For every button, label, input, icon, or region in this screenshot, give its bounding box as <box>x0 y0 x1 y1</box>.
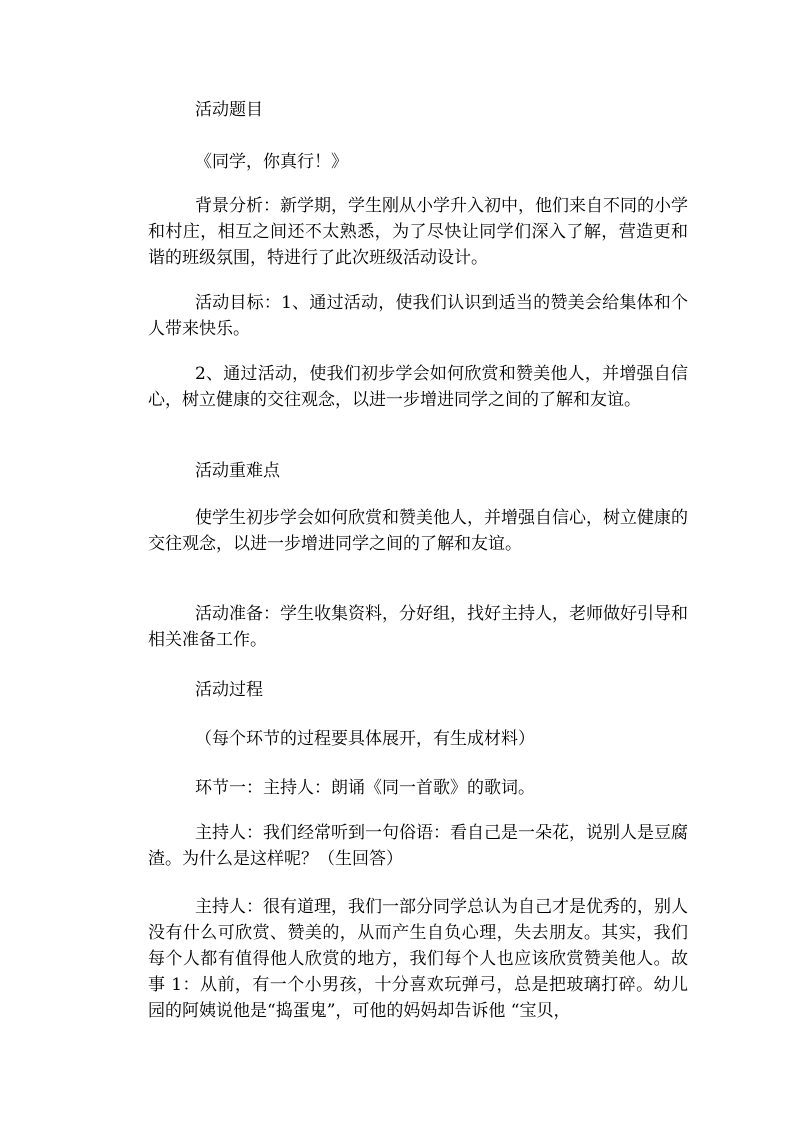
activity-title-heading: 活动题目 <box>195 100 263 120</box>
activity-preparation-paragraph: 活动准备：学生收集资料，分好组，找好主持人，老师做好引导和相关准备工作。 <box>148 604 688 650</box>
key-difficulty-paragraph: 使学生初步学会如何欣赏和赞美他人，并增强自信心，树立健康的交往观念，以进一步增进同学之间的了解和友谊。 <box>148 508 688 554</box>
background-analysis-paragraph: 背景分析：新学期，学生刚从小学升入初中，他们来自不同的小学和村庄，相互之间还不太熟悉，为了尽快让同学们深入了解，营造更和谐的班级氛围，特进行了此次班级活动设计。 <box>148 196 688 268</box>
activity-process-heading: 活动过程 <box>195 680 263 700</box>
activity-title-text: 《同学，你真行！》 <box>195 152 348 172</box>
host-story-paragraph: 主持人：很有道理，我们一部分同学总认为自己才是优秀的，别人没有什么可欣赏、赞美的，从而产生自负心理，失去朋友。其实，我们每个人都有值得他人欣赏的地方，我们每个人也应该欣赏赞美他人。故事 1：从前，有一个小男孩，十分喜欢玩弹弓，总是把玻璃打碎。幼儿园的阿姨说他是“捣蛋鬼”，可他的妈妈却告诉他 “宝贝， <box>148 897 688 1021</box>
activity-goal-1-paragraph: 活动目标：1、通过活动，使我们认识到适当的赞美会给集体和个人带来快乐。 <box>148 293 688 339</box>
process-note-paragraph: （每个环节的过程要具体展开，有生成材料） <box>195 729 535 749</box>
segment-one-paragraph: 环节一：主持人：朗诵《同一首歌》的歌词。 <box>195 778 535 798</box>
activity-goal-2-paragraph: 2、通过活动，使我们初步学会如何欣赏和赞美他人，并增强自信心，树立健康的交往观念，以进一步增进同学之间的了解和友谊。 <box>148 364 688 410</box>
key-difficulty-heading: 活动重难点 <box>195 461 280 481</box>
host-question-paragraph: 主持人：我们经常听到一句俗语：看自己是一朵花，说别人是豆腐渣。为什么是这样呢？（生回答） <box>148 823 688 869</box>
